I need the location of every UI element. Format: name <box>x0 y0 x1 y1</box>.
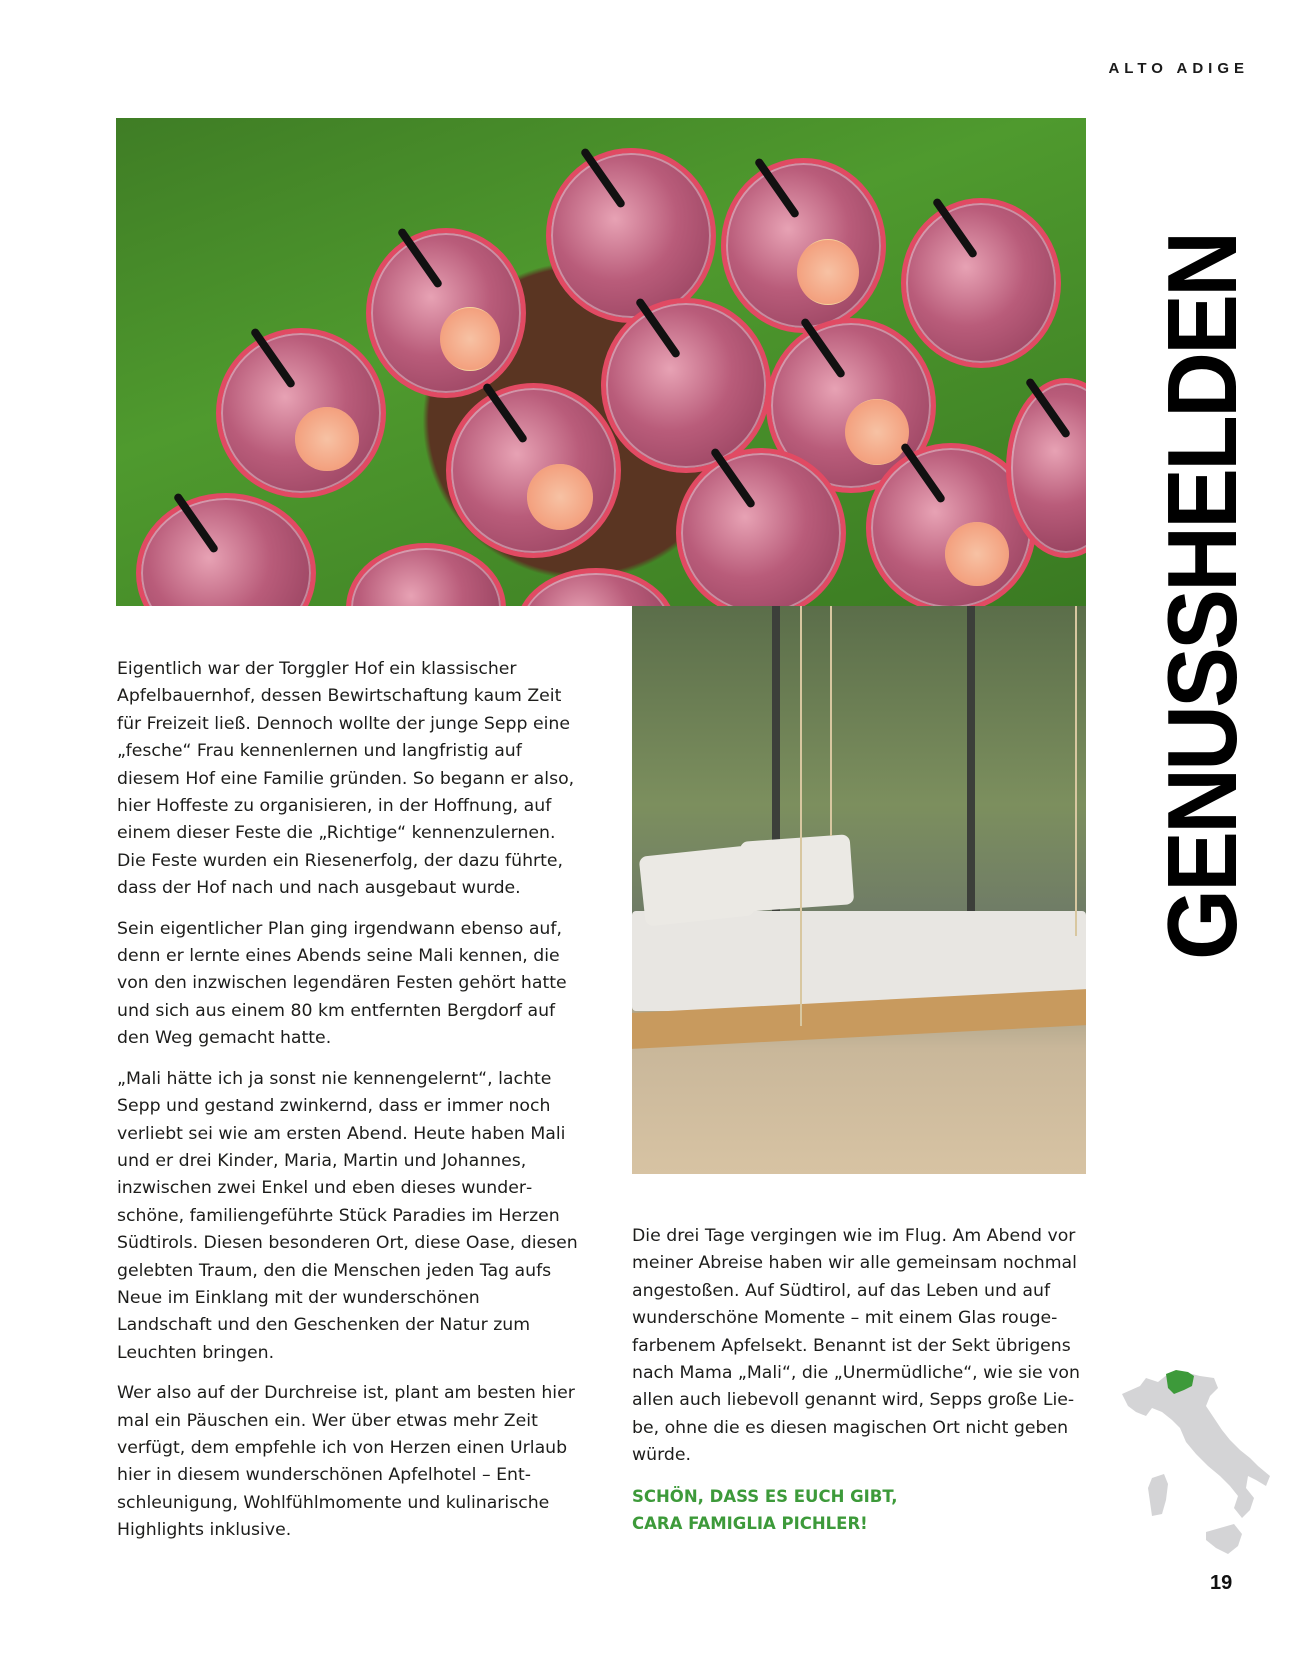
cocktail-glass <box>721 158 886 333</box>
cocktail-glass <box>346 543 506 606</box>
cocktail-glass <box>136 493 316 606</box>
paragraph: Wer also auf der Durchreise ist, plant am besten hier mal ein Päuschen ein. Wer über etwas mehr Zeit verfügt, dem empfehle ich von Herzen einen Urlaub hier in diesem wunderschönen Apfelhotel – Entschleunigung, Wohlfühlmomente und kulinarische Highlights inklusive. <box>117 1383 575 1541</box>
paragraph: Sein eigentlicher Plan ging irgendwann ebenso auf, denn er lernte eines Abends seine Mali kennen, die von den inzwischen legendären Festen gehört hatte und sich aus einem 80 km entfernten Bergdorf auf den Weg gemacht hatte. <box>117 918 567 1049</box>
cocktail-glass <box>546 148 716 323</box>
vertical-title-text: GENUSSHELDEN <box>1147 233 1257 961</box>
paragraph: Eigentlich war der Torggler Hof ein klassischer Apfelbauernhof, dessen Bewirtschaftung kaum Zeit für Freizeit ließ. Dennoch wollte der junge Sepp eine „fesche“ Frau kennenlernen und langfristig auf diesem Hof eine Familie gründen. So begann er also, hier Hoffeste zu organisieren, in der Hoffnung, auf einem dieser Feste die „Richtige“ kennenzulernen. Die Feste wurden ein Riesenerfolg, der dazu führte, dass der Hof nach und nach ausgebaut wurde. <box>117 659 575 899</box>
cocktail-glass <box>366 228 526 398</box>
cocktail-glass <box>516 568 676 606</box>
closing-line-1: SCHÖN, DASS ES EUCH GIBT, <box>632 1486 898 1506</box>
bed-pillow <box>740 834 855 912</box>
cocktail-glass <box>216 328 386 498</box>
italy-map-icon <box>1118 1368 1273 1558</box>
cocktail-glass <box>676 448 846 606</box>
hanging-bed-photo <box>632 606 1086 1174</box>
cocktail-glass <box>446 383 621 558</box>
article-right-column <box>632 1223 1092 1537</box>
closing-statement <box>632 1483 1092 1538</box>
vertical-title <box>1147 118 1257 961</box>
paragraph: „Mali hätte ich ja sonst nie kennengelernt“, lachte Sepp und gestand zwinkernd, dass er immer noch verliebt sei wie am ersten Abend. Heute haben Mali und er drei Kinder, Maria, Martin und Johannes, inzwischen zwei Enkel und eben dieses wunderschöne, familiengeführte Stück Paradies im Herzen Südtirols. Diesen besonderen Ort, diese Oase, diesen gelebten Traum, den die Menschen jeden Tag aufs Neue im Einklang mit der wunderschönen Landschaft und den Geschenken der Natur zum Leuchten bringen. <box>117 1068 578 1363</box>
section-label: ALTO ADIGE <box>1108 60 1249 77</box>
paragraph: Die drei Tage vergingen wie im Flug. Am Abend vor meiner Abreise haben wir alle gemeinsam nochmal angestoßen. Auf Südtirol, auf das Leben und auf wunderschöne Momente – mit einem Glas rougefarbenem Apfelsekt. Benannt ist der Sekt übrigens nach Mama „Mali“, die „Unermüdliche“, wie sie von allen auch liebevoll genannt wird, Sepps große Liebe, ohne die es diesen magischen Ort nicht geben würde. <box>632 1226 1080 1466</box>
bed-pillow <box>639 845 756 926</box>
cocktail-glass <box>601 298 771 473</box>
cocktail-glass <box>901 198 1061 368</box>
closing-line-2: CARA FAMIGLIA PICHLER! <box>632 1514 868 1534</box>
article-left-column <box>117 656 579 1558</box>
italy-map-svg <box>1118 1368 1273 1558</box>
cocktails-photo <box>116 118 1086 606</box>
page-number: 19 <box>1210 1572 1233 1594</box>
